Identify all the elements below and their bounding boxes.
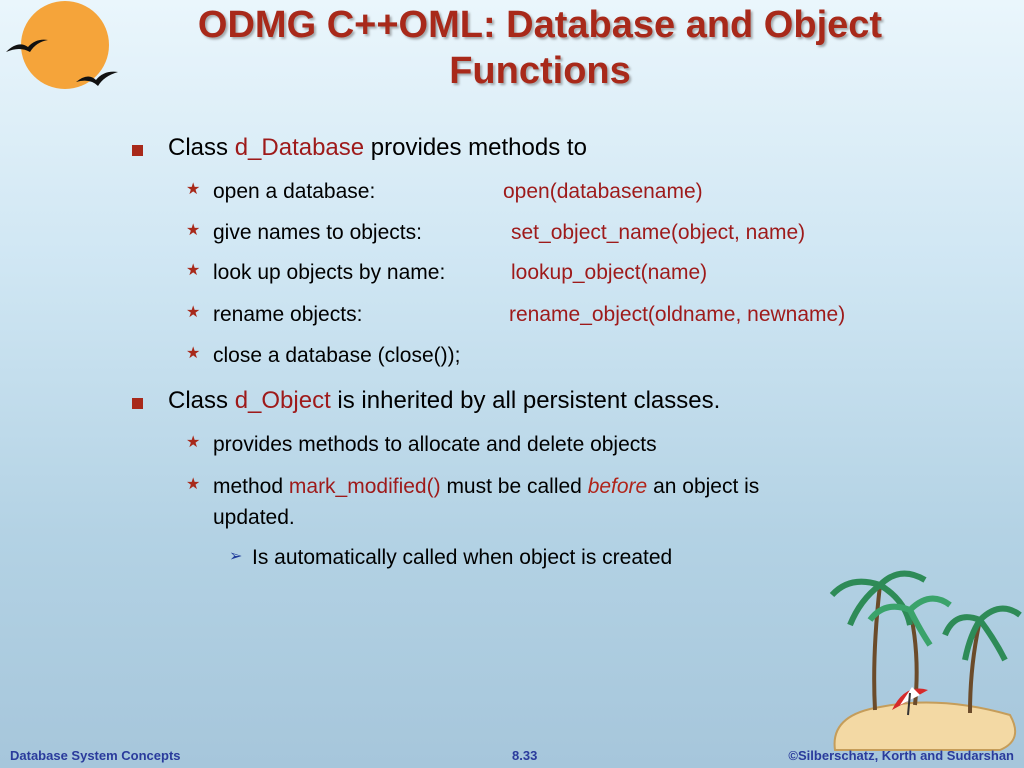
code-d-database: d_Database [234, 134, 365, 161]
sub-item-auto-called: Is automatically called when object is created [252, 546, 673, 569]
star-bullet-icon: ★ [186, 304, 201, 321]
code-mark-modified: mark_modified() [288, 475, 441, 498]
method-item-rename: rename objects: [213, 303, 363, 326]
object-item-mark-modified-cont: updated. [213, 506, 295, 529]
star-bullet-icon: ★ [186, 262, 201, 279]
footer-page-number: 8.33 [512, 748, 538, 763]
slide-title [100, 2, 980, 94]
footer-left: Database System Concepts [10, 748, 181, 763]
method-item-close: close a database (close()); [213, 344, 461, 367]
object-item-allocate: provides methods to allocate and delete objects [213, 433, 657, 456]
footer-copyright: ©Silberschatz, Korth and Sudarshan [788, 748, 1014, 763]
method-item-open: open a database: [213, 180, 376, 203]
code-d-object: d_Object [234, 387, 331, 414]
object-item-mark-modified: method mark_modified() must be called before an object is [213, 475, 760, 498]
square-bullet-icon [132, 398, 143, 409]
title-line-2: Functions [449, 50, 631, 92]
method-code-open: open(databasename) [503, 180, 703, 203]
method-code-rename: rename_object(oldname, newname) [509, 303, 846, 326]
square-bullet-icon [132, 145, 143, 156]
star-bullet-icon: ★ [186, 345, 201, 362]
title-line-1: ODMG C++OML: Database and Object [197, 4, 883, 46]
method-item-lookup: look up objects by name: [213, 261, 446, 284]
star-bullet-icon: ★ [186, 476, 201, 493]
star-bullet-icon: ★ [186, 181, 201, 198]
method-code-lookup: lookup_object(name) [511, 261, 708, 284]
star-bullet-icon: ★ [186, 222, 201, 239]
method-item-set-name: give names to objects: [213, 221, 422, 244]
bullet-d-object: Class d_Object is inherited by all persistent classes. [168, 387, 721, 414]
bullet-d-database: Class d_Database provides methods to [168, 134, 587, 161]
arrow-bullet-icon: ➢ [229, 548, 243, 565]
palm-island-icon [820, 565, 1024, 755]
star-bullet-icon: ★ [186, 434, 201, 451]
emphasis-before: before [587, 475, 648, 498]
method-code-set-name: set_object_name(object, name) [511, 221, 806, 244]
